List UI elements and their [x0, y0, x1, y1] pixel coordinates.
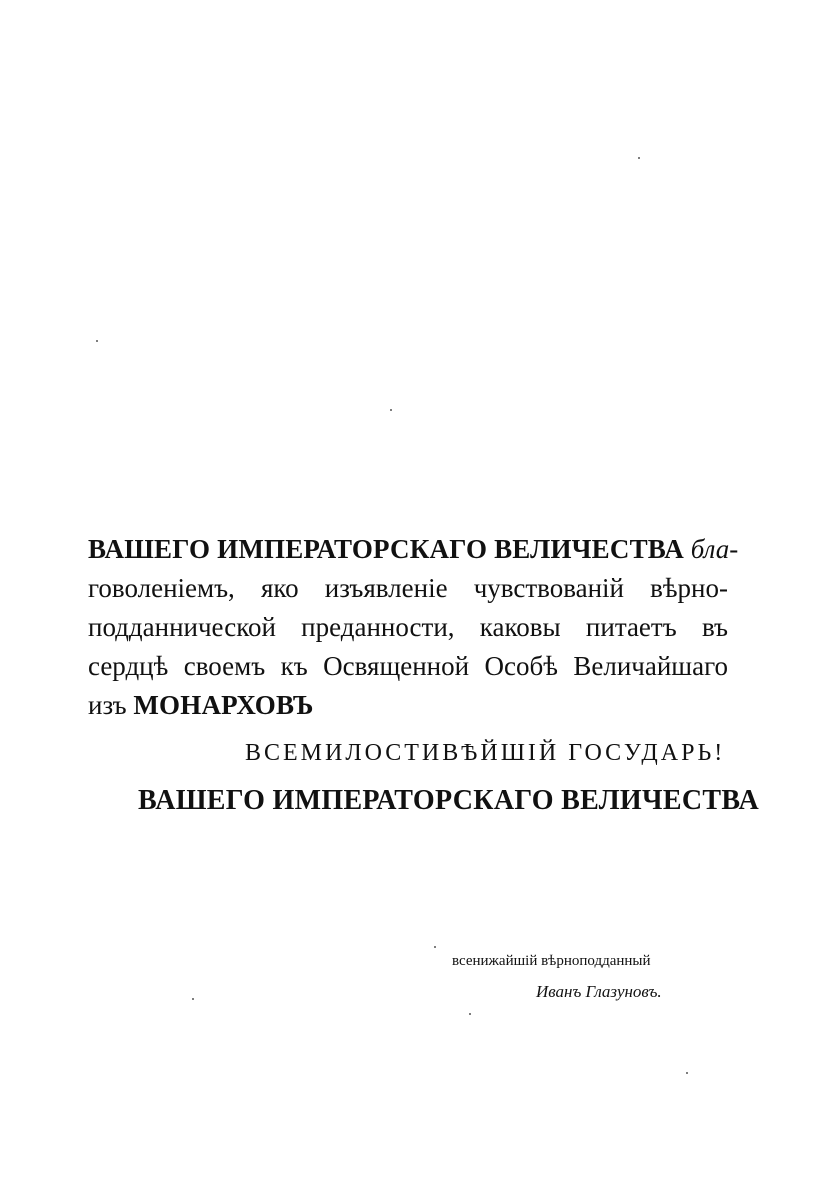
dedication-line-1: [88, 530, 739, 569]
dedication-word: изъ: [88, 690, 127, 720]
print-speck: [686, 1072, 688, 1074]
print-speck: [390, 409, 392, 411]
salutation: ВСЕМИЛОСТИВѢЙШІЙ ГОСУДАРЬ!: [245, 740, 726, 766]
print-speck: [96, 340, 98, 342]
dedication-line-3: подданнической преданности, каковы питаетъ въ: [88, 612, 728, 642]
print-speck: [192, 998, 194, 1000]
dedication-line-2: говоленіемъ, яко изъявленіе чувствованій вѣрно-: [88, 573, 728, 603]
signature: Иванъ Глазуновъ.: [536, 982, 662, 1001]
print-speck: [638, 157, 640, 159]
dedication-word: бла-: [690, 534, 739, 564]
monarchs-caps: МОНАРХОВЪ: [133, 690, 314, 720]
majesty-caps: ВАШЕГО ИМПЕРАТОРСКАГО ВЕЛИЧЕСТВА: [88, 534, 685, 564]
print-speck: [469, 1013, 471, 1015]
dedication-line-5: [88, 686, 728, 725]
closing-majesty: ВАШЕГО ИМПЕРАТОРСКАГО ВЕЛИЧЕСТВА: [138, 785, 760, 816]
print-speck: [434, 946, 436, 948]
dedication-paragraph: [88, 530, 739, 725]
dedication-line-4: сердцѣ своемъ къ Освященной Особѣ Величайшаго: [88, 651, 728, 681]
subscription-line: всенижайшій вѣрноподданный: [452, 953, 651, 969]
